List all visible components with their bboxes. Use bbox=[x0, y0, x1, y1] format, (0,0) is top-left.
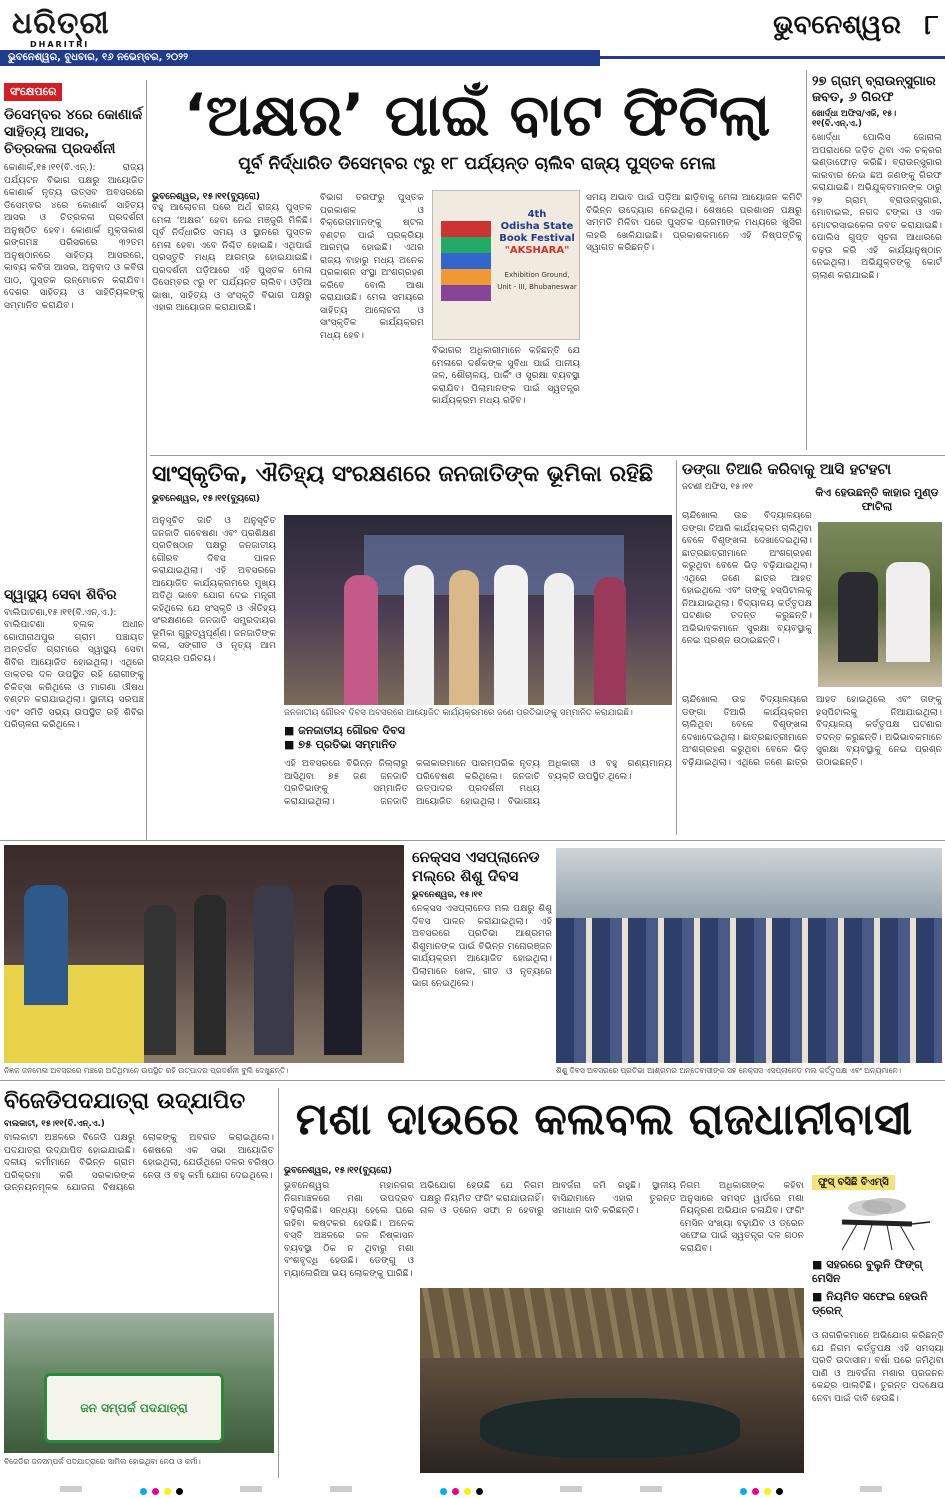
mall-story bbox=[412, 848, 552, 1078]
masthead bbox=[0, 0, 945, 63]
lead-story bbox=[152, 80, 802, 510]
mosquito-body-3: ନିଗମ ଅଧିକାରୀଙ୍କ କହିବା ଅନୁସାରେ ସମସ୍ତ ୱାର୍ଡରେ ମଶା ନିୟନ୍ତ୍ରଣ ଅଭିଯାନ ଚଳାଯିବ। ଫଗିଂ ମେସିନ ସଂଖ୍ୟା ବଢ଼ାଯିବ ଓ ଡ୍ରେନ ସଫେଇ ପାଇଁ ସ୍ୱତନ୍ତ୍ର ଦଳ ଗଠନ କରାଯିବ। bbox=[680, 1180, 804, 1254]
boat-body-continued: ଚାନ୍ଦିଖୋଲ ଉଚ୍ଚ ବିଦ୍ୟାଳୟରେ ଡଙ୍ଗା ତିଆରି କାର୍ଯ୍ୟକ୍ରମ ଚାଲିଥିବା ବେଳେ ବିଶୃଙ୍ଖଳା ଦେଖାଦେଇଥିଲା। ଛାତ୍ରଛାତ୍ରୀମାନେ ଅଂଶଗ୍ରହଣ କରୁଥିବା ବେଳେ ଭିଡ଼ ବଢ଼ିଯାଇଥିଲା। ଏଥିରେ ଜଣେ ଛାତ୍ର ଆହତ ହୋଇଥିଲେ ଏବଂ ତାଙ୍କୁ ହସ୍ପିଟାଲକୁ ନିଆଯାଇଥିଲା। ବିଦ୍ୟାଳୟ କର୍ତ୍ତୃପକ୍ଷ ଘଟଣାର ତଦନ୍ତ କରୁଛନ୍ତି। ଅଭିଭାବକମାନେ ସୁରକ୍ଷା ବ୍ୟବସ୍ଥାକୁ ନେଇ ପ୍ରଶ୍ନ ଉଠାଇଛନ୍ତି। bbox=[682, 694, 942, 768]
page-number: ୮ bbox=[924, 8, 939, 41]
childrens-day-photo bbox=[556, 848, 942, 1063]
registration-marks bbox=[0, 1482, 945, 1498]
boat-headline: ଡଙ୍ଗା ତିଆରି କରିବାକୁ ଆସି ହଟହଟା bbox=[682, 460, 892, 478]
boat-subhead: କିଏ ହେଉଛନ୍ତି କାହାର ମୁଣ୍ଡ ଫାଟିଲା bbox=[815, 486, 939, 513]
poster-line5: Exhibition Ground, bbox=[504, 271, 570, 279]
mosquito-headline: ମଶା ଦାଉରେ କଲବଲ ରାଜଧାନୀବାସୀ bbox=[295, 1094, 913, 1145]
bjd-headline: ବିଜେଡିପଦଯାତ୍ରା ଉଦ୍‌ଯାପିତ bbox=[4, 1089, 246, 1114]
lead-dateline: ଭୁବନେଶ୍ୱର, ୧୫।୧୧(ବ୍ୟୁରୋ) bbox=[152, 192, 260, 202]
culture-bullet-2: ■ ୭୫ ପ୍ରତିଭା ସମ୍ମାନିତ bbox=[284, 738, 397, 751]
culture-bullet-1: ■ ଜନଜାତୀୟ ଗୌରବ ଦିବସ bbox=[284, 724, 405, 737]
section-divider bbox=[150, 455, 945, 456]
poster-line3: Book Festival bbox=[499, 233, 575, 244]
newspaper-logo: ଧରିତ୍ରୀ bbox=[12, 6, 110, 41]
expo-caption: ନିଜ୍ଞକ ଜନମେଳା ଅବସରରେ ମଞ୍ଚରେ ଅତିଥିମାନେ ଉପସ୍ଥିତ ରହି ଉତ୍ପାଦର ପ୍ରଦର୍ଶନୀ ବୁଲି ଦେଖୁଛନ୍ତି। bbox=[4, 1066, 289, 1075]
brief2-headline: ସ୍ୱାସ୍ଥ୍ୟ ସେବା ଶିବିର bbox=[4, 587, 117, 603]
culture-body-left: ଅନୁସୂଚିତ ଜାତି ଓ ଅନୁସୂଚିତ ଜନଜାତି ଗବେଷଣା ଏବଂ ପ୍ରଶିକ୍ଷଣ ପ୍ରତିଷ୍ଠାନ ପକ୍ଷରୁ ଜନଜାତୀୟ ଗୌରବ ଦିବସ ପାଳନ କରାଯାଇଥିଲା। ଏହି ଅବସରରେ ଆୟୋଜିତ କାର୍ଯ୍ୟକ୍ରମରେ ମୁଖ୍ୟ ଅତିଥି ଭାବେ ଯୋଗ ଦେଇ ମନ୍ତ୍ରୀ କହିଥିଲେ ଯେ ସଂସ୍କୃତି ଓ ଐତିହ୍ୟ ସଂରକ୍ଷଣରେ ଜନଜାତି ସମ୍ପ୍ରଦାୟର ଭୂମିକା ଗୁରୁତ୍ୱପୂର୍ଣ୍ଣ। ଜନଜାତିଙ୍କ କଳା, ସଙ୍ଗୀତ ଓ ନୃତ୍ୟ ଆମ ରାଜ୍ୟର ପରିଚୟ। bbox=[152, 515, 276, 664]
poster-line4: "AKSHARA" bbox=[504, 245, 570, 256]
rally-banner: ଜନ ସମ୍ପର୍କ ପଦଯାତ୍ରା bbox=[44, 1373, 224, 1443]
culture-story bbox=[152, 460, 672, 835]
mall-dateline: ଭୁବନେଶ୍ୱର, ୧୫।୧୧ bbox=[412, 890, 483, 900]
award-ceremony-photo bbox=[284, 515, 672, 705]
column-divider bbox=[146, 80, 147, 840]
lead-body-1: ବହୁ ଆଲୋଚନା ପରେ ଅର୍ଥ ରାଜ୍ୟ ପୁସ୍ତକ ମେଳା ‘ଅକ୍ଷର’ ହେବା ନେଇ ମଞ୍ଜୁରି ମିଳିଛି। ପୂର୍ବ ନିର୍ଦ୍ଧାରିତ ସମୟ ଓ ସ୍ଥାନରେ ପୁସ୍ତକ ମେଳା ହେବା ଏବେ ନିଶ୍ଚିତ ହୋଇଛି। ଏଥିପାଇଁ ପ୍ରସ୍ତୁତି ମଧ୍ୟ ଆରମ୍ଭ ହୋଇଯାଇଛି। ପ୍ରଦର୍ଶନୀ ପଡ଼ିଆରେ ଏହି ପୁସ୍ତକ ମେଳା ଡିସେମ୍ବର ୯ରୁ ୧୮ ପର୍ଯ୍ୟନ୍ତ ଚାଲିବ। ଓଡ଼ିଆ ଭାଷା, ସାହିତ୍ୟ ଓ ସଂସ୍କୃତି ବିଭାଗ ପକ୍ଷରୁ ଏହାର ଆୟୋଜନ କରାଯାଉଛି। bbox=[152, 202, 312, 313]
expo-photo bbox=[4, 845, 404, 1063]
brief1-headline: ଡିସେମ୍ବର ୪ରେ କୋଣାର୍କ ସାହିତ୍ୟ ଆସର, ଚିତ୍ରକଳା ପ୍ରଦର୍ଶନୀ bbox=[4, 107, 143, 157]
mosquito-story bbox=[284, 1088, 944, 1478]
mosquito-dateline: ଭୁବନେଶ୍ୱର, ୧୫।୧୧(ବ୍ୟୁରୋ) bbox=[284, 1166, 392, 1176]
mall-headline: ନେକ୍ସସ ଏସପ୍ଲାନେଡ ମଲ୍‌ରେ ଶିଶୁ ଦିବସ bbox=[412, 848, 540, 885]
brief-tag: ସଂକ୍ଷେପରେ bbox=[4, 83, 62, 101]
poster-line1: 4th bbox=[527, 209, 547, 220]
right-brief-body: ଖୋର୍ଦ୍ଧା ପୋଲିସ ଜୋନାଲ ଅପରାଧରେ ଜଡ଼ିତ ଥିବା ଏକ ଚକ୍ରର ଭଣ୍ଡାଫୋଡ଼ କରିଛି। ବ୍ରାଉନ୍‌ସୁଗାର କାରବାର ନେଇ ଛଅ ଜଣଙ୍କୁ ଗିରଫ କରାଯାଇଛି। ଅଭିଯୁକ୍ତମାନଙ୍କ ଠାରୁ ୨୭ ଗ୍ରାମ୍ ବ୍ରାଉନ୍‌ସୁଗାର, ମୋବାଇଲ, ନଗଦ ଟଙ୍କା ଓ ଏକ ମୋଟରସାଇକେଲ ଜବତ କରାଯାଇଛି। ପୋଲିସ ଗୁପ୍ତ ସୂଚନା ଆଧାରରେ ଚଢ଼ଉ କରି ଏହି କାର୍ଯ୍ୟାନୁଷ୍ଠାନ ନେଇଥିଲା। ଅଭିଯୁକ୍ତଙ୍କୁ କୋର୍ଟ ଚାଲାଣ କରାଯାଇଛି। bbox=[812, 132, 942, 281]
mosquito-body-1: ଭୁବନେଶ୍ୱର ମହାନଗର ନିଗମାଞ୍ଚଳରେ ମଶା ଉପଦ୍ରବ ବଢ଼ିଚାଲିଛି। ସନ୍ଧ୍ୟା ହେଲେ ଘରେ ରହିବା କଷ୍ଟକର ହେଉଛି। ଅନେକ ବସ୍ତି ଅଞ୍ଚଳରେ ଜଳ ନିଷ୍କାସନ ବ୍ୟବସ୍ଥା ଠିକ ନ ଥିବାରୁ ମଶା ବଂଶବୃଦ୍ଧି ହେଉଛି। ଡେଙ୍ଗୁ ଓ ମ୍ୟାଲେରିଆ ଭୟ ଲୋକଙ୍କୁ ଘାରିଛି। bbox=[284, 1180, 414, 1279]
culture-body-right: ଏହି ଅବସରରେ ବିଭିନ୍ନ ଜିଲ୍ଲାରୁ ଆସିଥିବା ୭୫ ଜଣ ଜନଜାତି ପ୍ରତିଭାଙ୍କୁ ସମ୍ମାନିତ କରାଯାଇଥିଲା। ଜନଜାତି କଳାକାରମାନେ ପାରମ୍ପରିକ ନୃତ୍ୟ ପରିବେଷଣ କରିଥିଲେ। ଜନଜାତି ଉତ୍ପାଦର ପ୍ରଦର୍ଶନୀ ମଧ୍ୟ ଆୟୋଜିତ ହୋଇଥିଲା। ବିଭାଗୀୟ ଅଧିକାରୀ ଓ ବହୁ ଗଣ୍ୟମାନ୍ୟ ବ୍ୟକ୍ତି ଉପସ୍ଥିତ ଥିଲେ। bbox=[284, 758, 672, 807]
page-name: ଭୁବନେଶ୍ୱର bbox=[773, 10, 901, 40]
lead-headline: ‘ଅକ୍ଷର’ ପାଇଁ ବାଟ ଫିଟିଲା bbox=[183, 81, 771, 149]
brief1-body: କୋଣାର୍କ,୧୫।୧୧(ବି.ଏନ୍.): ରାଜ୍ୟ ପର୍ଯ୍ୟଟନ ବିଭାଗ ପକ୍ଷରୁ ଆୟୋଜିତ କୋଣାର୍କ ନୃତ୍ୟ ଉତ୍ସବ ଅବସରରେ ଡିସେମ୍ବର ୪ରେ କୋଣାର୍କ ସାହିତ୍ୟ ଆସର ଓ ଚିତ୍ରକଳା ପ୍ରଦର୍ଶନୀ ଅନୁଷ୍ଠିତ ହେବ। କୋଣାର୍କ ମୁକ୍ତାକାଶ ରଙ୍ଗମଞ୍ଚ ପରିସରରେ ୩୨ତମ ଅନୁଷ୍ଠାନରେ ସାହିତ୍ୟ ଆସରରେ, କାବ୍ୟ କବିତା ଆସର, ଅନୁବାଦ ଓ କବିତା ପାଠ, ପୁସ୍ତକ ଉନ୍ମୋଚନ କରାଯିବ। ଦେଶର ସାହିତ୍ୟ ଓ ସାହିତ୍ୟିକଙ୍କୁ ସମ୍ମାନିତ କରାଯିବ। bbox=[4, 162, 144, 311]
culture-dateline: ଭୁବନେଶ୍ୱର, ୧୫।୧୧(ବ୍ୟୁରୋ) bbox=[152, 494, 260, 504]
column-divider bbox=[806, 70, 807, 450]
lead-body-3: ସମୟ ଅଭାବ ପାଇଁ ପଡ଼ିଆ ଛାଡ଼ିବାକୁ ମେଳା ଆୟୋଜନ କମିଟି ବିଭିନ୍ନ ଉଦ୍ୟୋଗ ନେଇଥିଲା। ଶେଷରେ ପ୍ରଶାସନ ପକ୍ଷରୁ ସମ୍ମତି ମିଳିବା ପରେ ପୁସ୍ତକ ପ୍ରେମୀଙ୍କ ମଧ୍ୟରେ ଖୁସିର ଲହରି ଖେଳିଯାଇଛି। ପ୍ରକାଶକମାନେ ଏହି ନିଷ୍ପତ୍ତିକୁ ସ୍ୱାଗତ କରିଛନ୍ତି। bbox=[586, 192, 802, 253]
right-brief bbox=[812, 74, 942, 454]
students-photo bbox=[818, 522, 942, 687]
mosquito-bullet-1: ■ ସହରରେ ବୁଲୁନି ଫିଙ୍ଗ୍ ମେସିନ bbox=[812, 1258, 923, 1285]
mall-photo-caption: ଶିଶୁ ଦିବସ ଅବସରରେ ପ୍ରତିଭା ଆଶ୍ରମର ଅନ୍ତେବାସୀଙ୍କ ସହ ନେକ୍ସସ ଏସପ୍ଲାନେଡ ମଲ କର୍ତ୍ତୃପକ୍ଷ ଏବଂ ଅନ୍ୟମାନେ। bbox=[556, 1066, 902, 1075]
bjd-story bbox=[4, 1088, 274, 1483]
poster-line2: Odisha State bbox=[500, 221, 574, 232]
books-icon bbox=[441, 221, 491, 301]
section-divider bbox=[0, 840, 945, 841]
bjd-rally-photo bbox=[4, 1313, 274, 1453]
dateline: ଭୁବନେଶ୍ୱର, ବୁଧବାର, ୧୬ ନଭେମ୍ବର, ୨୦୨୨ bbox=[0, 50, 600, 66]
mall-body: ନେକ୍ସସ ଏସପ୍ଲାନେଡ ମଲ ପକ୍ଷରୁ ଶିଶୁ ଦିବସ ପାଳନ କରାଯାଇଥିଲା। ଏହି ଅବସରରେ ପ୍ରତିଭା ଆଶ୍ରମର ଶିଶୁମାନଙ୍କ ପାଇଁ ବିଭିନ୍ନ ମନୋରଞ୍ଜନ କାର୍ଯ୍ୟକ୍ରମ ଆୟୋଜିତ ହୋଇଥିଲା। ପିଲାମାନେ ଖେଳ, ଗୀତ ଓ ନୃତ୍ୟରେ ଭାଗ ନେଇଥିଲେ। bbox=[412, 903, 552, 989]
lead-body-4: ବିଭାଗର ଅଧିକାରୀମାନେ କହିଛନ୍ତି ଯେ ମେଳାରେ ଦର୍ଶକଙ୍କ ସୁବିଧା ପାଇଁ ପାନୀୟ ଜଳ, ଶୌଚାଳୟ, ପାର୍କିଂ ଓ ସୁରକ୍ଷା ବ୍ୟବସ୍ଥା କରାଯିବ। ପିଲାମାନଙ୍କ ପାଇଁ ସ୍ୱତନ୍ତ୍ର କାର୍ଯ୍ୟକ୍ରମ ମଧ୍ୟ ରହିବ। bbox=[432, 345, 580, 406]
book-festival-poster bbox=[432, 190, 580, 340]
culture-photo-caption: ଜନଜାତୀୟ ଗୌରବ ଦିବସ ଅବସରରେ ଆୟୋଜିତ କାର୍ଯ୍ୟକ୍ରମରେ ଜଣେ ପ୍ରତିଭାଙ୍କୁ ସମ୍ମାନିତ କରାଯାଇଛି। bbox=[284, 708, 633, 718]
mosquito-side-body: ଓ ନାଗରିକମାନେ ଅଭିଯୋଗ କରିଛନ୍ତି ଯେ ନିଗମ କର୍ତ୍ତୃପକ୍ଷ ଏହି ସମସ୍ୟା ପ୍ରତି ଉଦାସୀନ। ବର୍ଷା ପରେ ଜମିଥିବା ପାଣି ଓ ଆବର୍ଜନା ମଶାର ପ୍ରଜନନ କେନ୍ଦ୍ର ପାଲଟିଛି। ତୁରନ୍ତ ପଦକ୍ଷେପ ନେବା ପାଇଁ ଦାବି ହେଉଛି। bbox=[812, 1330, 944, 1404]
left-column bbox=[4, 80, 144, 830]
brief2-body: ବାଲିପାଟଣା,୧୫।୧୧(ବି.ଏନ୍.ଏ.): ବାଲିପାଟଣା ବ୍ଲକ ଅଧୀନ ଗୋପୀନାଥପୁର ଗ୍ରାମ ପଞ୍ଚାୟତ ଅନ୍ତର୍ଗତ ଗ୍ରାମରେ ସ୍ୱାସ୍ଥ୍ୟ ସେବା ଶିବିର ଆୟୋଜିତ ହୋଇଥିଲା। ଏଥିରେ ଡାକ୍ତର ଦଳ ଉପସ୍ଥିତ ରହି ରୋଗୀଙ୍କୁ ଚିକିତ୍ସା କରିଥିଲେ ଓ ମାଗଣା ଔଷଧ ବଣ୍ଟନ କରାଯାଇଥିଲା। ସ୍ଥାନୀୟ ସରପଞ୍ଚ ଏବଂ ସମିତି ସଭ୍ୟ ଉପସ୍ଥିତ ରହି ଶିବିର ପରିଚାଳନା କରିଥିଲେ। bbox=[4, 606, 144, 731]
lead-body-2: ବିଭାଗ ତରଫରୁ ପୁସ୍ତକ ପ୍ରକାଶକ ଓ ବିକ୍ରେତାମାନଙ୍କୁ ଷ୍ଟଲ ବଣ୍ଟନ ପାଇଁ ପ୍ରକ୍ରିୟା ଆରମ୍ଭ ହୋଇଛି। ଏଥର ରାଜ୍ୟ ବାହାରୁ ମଧ୍ୟ ଅନେକ ପ୍ରକାଶନ ସଂସ୍ଥା ଅଂଶଗ୍ରହଣ କରିବେ ବୋଲି ଆଶା କରାଯାଉଛି। ମେଳା ସମୟରେ ସାହିତ୍ୟ ଆଲୋଚନା ଓ ସାଂସ୍କୃତିକ କାର୍ଯ୍ୟକ୍ରମ ମଧ୍ୟ ହେବ। bbox=[320, 192, 424, 341]
mosquito-sidebar bbox=[812, 1170, 944, 1470]
newspaper-logo-sub: DHARITRI bbox=[30, 40, 90, 49]
section-divider bbox=[0, 1080, 945, 1081]
boat-dateline: ଜଟଣୀ ଅଫିସ, ୧୫।୧୧ bbox=[682, 481, 753, 492]
drain-garbage-photo bbox=[420, 1288, 804, 1473]
lead-subhead: ପୂର୍ବ ନିର୍ଦ୍ଧାରିତ ଡିସେମ୍ବର ୯ରୁ ୧୮ ପର୍ଯ୍ୟନ୍ତ ଚାଲିବ ରାଜ୍ୟ ପୁସ୍ତକ ମେଳା bbox=[238, 154, 716, 174]
column-divider bbox=[278, 1088, 279, 1478]
bjd-body: ବାଲକାଟୀ ଅଞ୍ଚଳରେ ବିଜେଡି ପକ୍ଷରୁ ପଦଯାତ୍ରା ଉଦ୍‌ଯାପିତ ହୋଇଯାଇଛି। ଦଳୀୟ କର୍ମୀମାନେ ବିଭିନ୍ନ ଗ୍ରାମ ପରିକ୍ରମା କରି ସରକାରଙ୍କ ଉନ୍ନୟନମୂଳକ ଯୋଜନା ବିଷୟରେ ଲୋକଙ୍କୁ ଅବଗତ କରାଇଥିଲେ। ଶେଷରେ ଏକ ସଭା ଆୟୋଜିତ ହୋଇଥିଲା, ଯେଉଁଥିରେ ଦଳର ବରିଷ୍ଠ ନେତା ଓ ବହୁ କର୍ମୀ ଯୋଗ ଦେଇଥିଲେ। bbox=[4, 1132, 274, 1193]
poster-line6: Unit - III, Bhubaneswar bbox=[497, 283, 577, 291]
bjd-dateline: ବାଲକାଟୀ, ୧୫।୧୧(ବି.ଏନ୍.ଏ.) bbox=[4, 1119, 105, 1129]
bjd-photo-caption: ବିଜେଡିର ଜନସମ୍ପର୍କ ପଦଯାତ୍ରାରେ ସାମିଲ ହୋଇଥିବା ନେତା ଓ କର୍ମୀ। bbox=[4, 1457, 201, 1466]
column-divider bbox=[676, 460, 677, 835]
culture-headline: ସାଂସ୍କୃତିକ, ଐତିହ୍ୟ ସଂରକ୍ଷଣରେ ଜନଜାତିଙ୍କ ଭୂମିକା ରହିଛି bbox=[152, 462, 653, 487]
mosquito-body-2: ଅଭିଯୋଗ ହେଉଛି ଯେ ନିଗମ ପକ୍ଷରୁ ନିୟମିତ ଫଗିଂ କରାଯାଉନାହିଁ। ନାଳ ଓ ଡ୍ରେନ ସଫା ନ ହେବାରୁ ଆବର୍ଜନା ଜମି ରହୁଛି। ସ୍ଥାନୀୟ ବାସିନ୍ଦାମାନେ ଏହାର ତୁରନ୍ତ ସମାଧାନ ଦାବି କରିଛନ୍ତି। bbox=[420, 1180, 676, 1216]
boat-story bbox=[682, 462, 942, 837]
right-brief-headline: ୨୭ ଗ୍ରାମ୍ ବ୍ରାଉନ୍‌ସୁଗାର ଜବତ, ୬ ଗିରଫ bbox=[812, 74, 936, 105]
mosquito-bullet-2: ■ ନିୟମିତ ସଫେଇ ହେଉନି ଡ୍ରେନ୍ bbox=[812, 1290, 928, 1317]
masthead-rule bbox=[600, 56, 945, 59]
mosquito-side-tag: ଫୁସ୍ ବସିଛି ବିଏମ୍‌ସି bbox=[812, 1175, 895, 1190]
right-brief-dateline: ଖୋର୍ଦ୍ଧା ଅଫିସ/ଏଜି, ୧୫।୧୧(ବି.ଏନ୍.ଏ.) bbox=[812, 109, 897, 129]
mosquito-icon bbox=[822, 1192, 932, 1252]
boat-body: ଚାନ୍ଦିଖୋଲ ଉଚ୍ଚ ବିଦ୍ୟାଳୟରେ ଡଙ୍ଗା ତିଆରି କାର୍ଯ୍ୟକ୍ରମ ଚାଲିଥିବା ବେଳେ ବିଶୃଙ୍ଖଳା ଦେଖାଦେଇଥିଲା। ଛାତ୍ରଛାତ୍ରୀମାନେ ଅଂଶଗ୍ରହଣ କରୁଥିବା ବେଳେ ଭିଡ଼ ବଢ଼ିଯାଇଥିଲା। ଏଥିରେ ଜଣେ ଛାତ୍ର ଆହତ ହୋଇଥିଲେ ଏବଂ ତାଙ୍କୁ ହସ୍ପିଟାଲକୁ ନିଆଯାଇଥିଲା। ବିଦ୍ୟାଳୟ କର୍ତ୍ତୃପକ୍ଷ ଘଟଣାର ତଦନ୍ତ କରୁଛନ୍ତି। ଅଭିଭାବକମାନେ ସୁରକ୍ଷା ବ୍ୟବସ୍ଥାକୁ ନେଇ ପ୍ରଶ୍ନ ଉଠାଇଛନ୍ତି। bbox=[682, 510, 812, 646]
